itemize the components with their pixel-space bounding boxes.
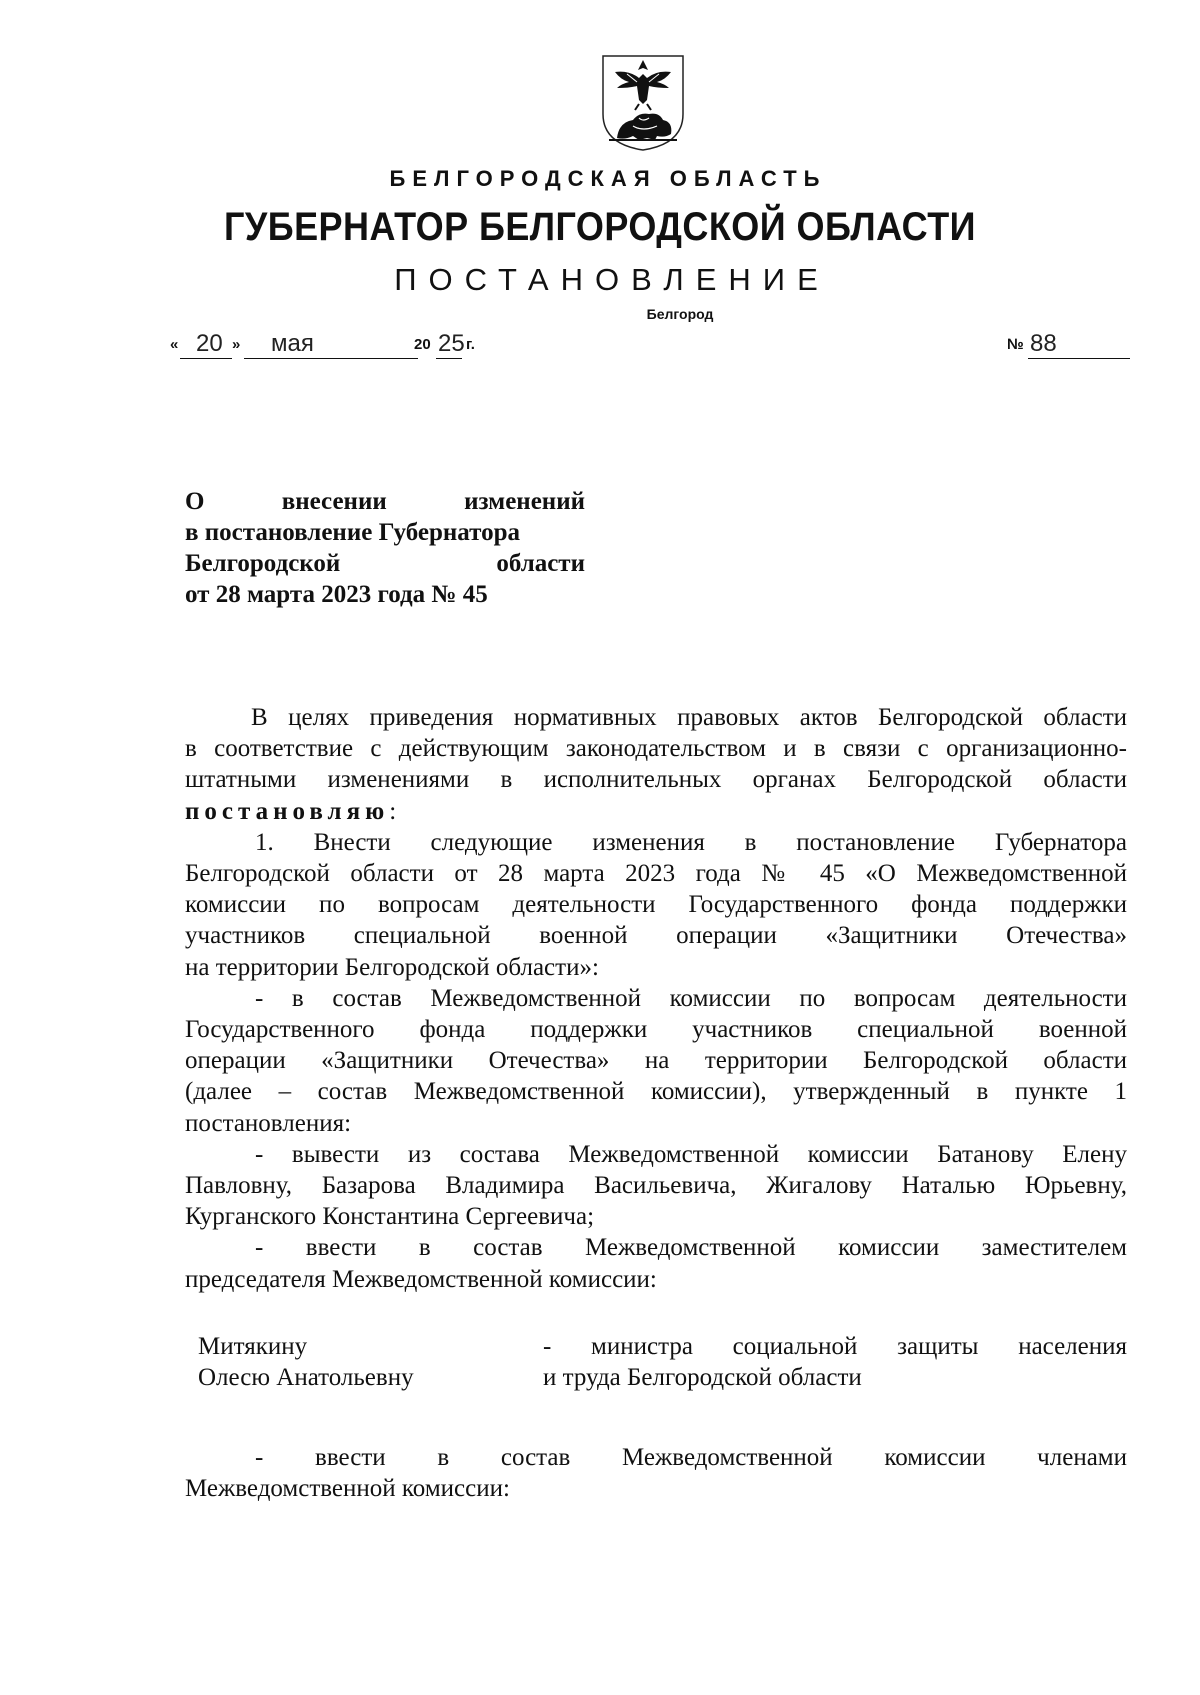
- paragraph-line: участников специальной военной операции «Защитники Отечества»: [185, 922, 1127, 950]
- paragraph-line: председателя Межведомственной комиссии:: [185, 1265, 657, 1293]
- region-heading: БЕЛГОРОДСКАЯ ОБЛАСТЬ: [389, 166, 827, 191]
- date-line: [170, 330, 1130, 364]
- date-open-quote: «: [170, 336, 179, 353]
- date-day: 20: [196, 330, 223, 357]
- date-year-suffix: 25: [438, 330, 465, 357]
- paragraph-line: Межведомственной комиссии:: [185, 1475, 510, 1503]
- paragraph-line: постановляю:: [185, 797, 397, 825]
- paragraph-line: штатными изменениями в исполнительных органах Белгородской области: [185, 766, 1127, 794]
- date-year-prefix: 20: [414, 336, 431, 353]
- date-close-quote: »: [232, 336, 241, 353]
- belgorod-coat-of-arms-icon: [599, 52, 687, 152]
- year-underline: [436, 358, 462, 359]
- month-underline: [244, 358, 418, 359]
- paragraph-line: (далее – состав Межведомственной комиссии), утвержденный в пункте 1: [185, 1078, 1127, 1106]
- paragraph-line: операции «Защитники Отечества» на территории Белгородской области: [185, 1047, 1127, 1075]
- person-role: - министра социальной защиты населения и труда Белгородской области: [543, 1333, 1127, 1392]
- paragraph-line: - вывести из состава Межведомственной комиссии Батанову Елену: [255, 1140, 1127, 1168]
- date-month: мая: [271, 330, 314, 357]
- paragraph-line: В целях приведения нормативных правовых актов Белгородской области: [251, 704, 1127, 731]
- title-line-2: в постановление Губернатора: [185, 519, 520, 546]
- document-type-heading: ПОСТАНОВЛЕНИЕ: [394, 262, 830, 297]
- paragraph-line: на территории Белгородской области»:: [185, 953, 599, 981]
- title-line-1: О внесении изменений: [185, 488, 586, 515]
- document-body: [185, 702, 1127, 1295]
- paragraph-line: Государственного фонда поддержки участников специальной военной: [185, 1016, 1127, 1044]
- paragraph-line: - в состав Межведомственной комиссии по вопросам деятельности: [255, 984, 1127, 1012]
- document-title: [185, 486, 585, 610]
- title-line-4: от 28 марта 2023 года № 45: [185, 581, 488, 608]
- date-year-unit: г.: [466, 336, 475, 353]
- paragraph-line: Белгородской области от 28 марта 2023 года № 45 «О Межведомственной: [185, 860, 1127, 888]
- day-underline: [180, 358, 232, 359]
- paragraph-line: - ввести в состав Межведомственной комиссии заместителем: [255, 1234, 1127, 1262]
- paragraph-line: в соответствие с действующим законодательством и в связи с организационно-: [185, 735, 1127, 763]
- paragraph-line: постановления:: [185, 1109, 352, 1137]
- paragraph-line: комиссии по вопросам деятельности Государственного фонда поддержки: [185, 891, 1127, 919]
- number-underline: [1028, 358, 1130, 359]
- number-label: №: [1007, 336, 1024, 353]
- paragraph-line: Курганского Константина Сергеевича;: [185, 1203, 595, 1231]
- paragraph-line: Павловну, Базарова Владимира Васильевича, Жигалову Наталью Юрьевну,: [185, 1172, 1127, 1200]
- document-number: 88: [1030, 330, 1057, 357]
- city-label: Белгород: [646, 306, 714, 322]
- paragraph-line: 1. Внести следующие изменения в постановление Губернатора: [255, 828, 1127, 856]
- title-line-3: Белгородской области: [185, 550, 585, 577]
- paragraph-line: - ввести в состав Межведомственной комиссии членами: [255, 1444, 1127, 1471]
- governor-heading: ГУБЕРНАТОР БЕЛГОРОДСКОЙ ОБЛАСТИ: [224, 205, 976, 249]
- document-body-continued: [185, 1442, 1127, 1504]
- decree-word: постановляю: [185, 797, 390, 825]
- person-name: Митякину Олесю Анатольевну: [198, 1333, 414, 1392]
